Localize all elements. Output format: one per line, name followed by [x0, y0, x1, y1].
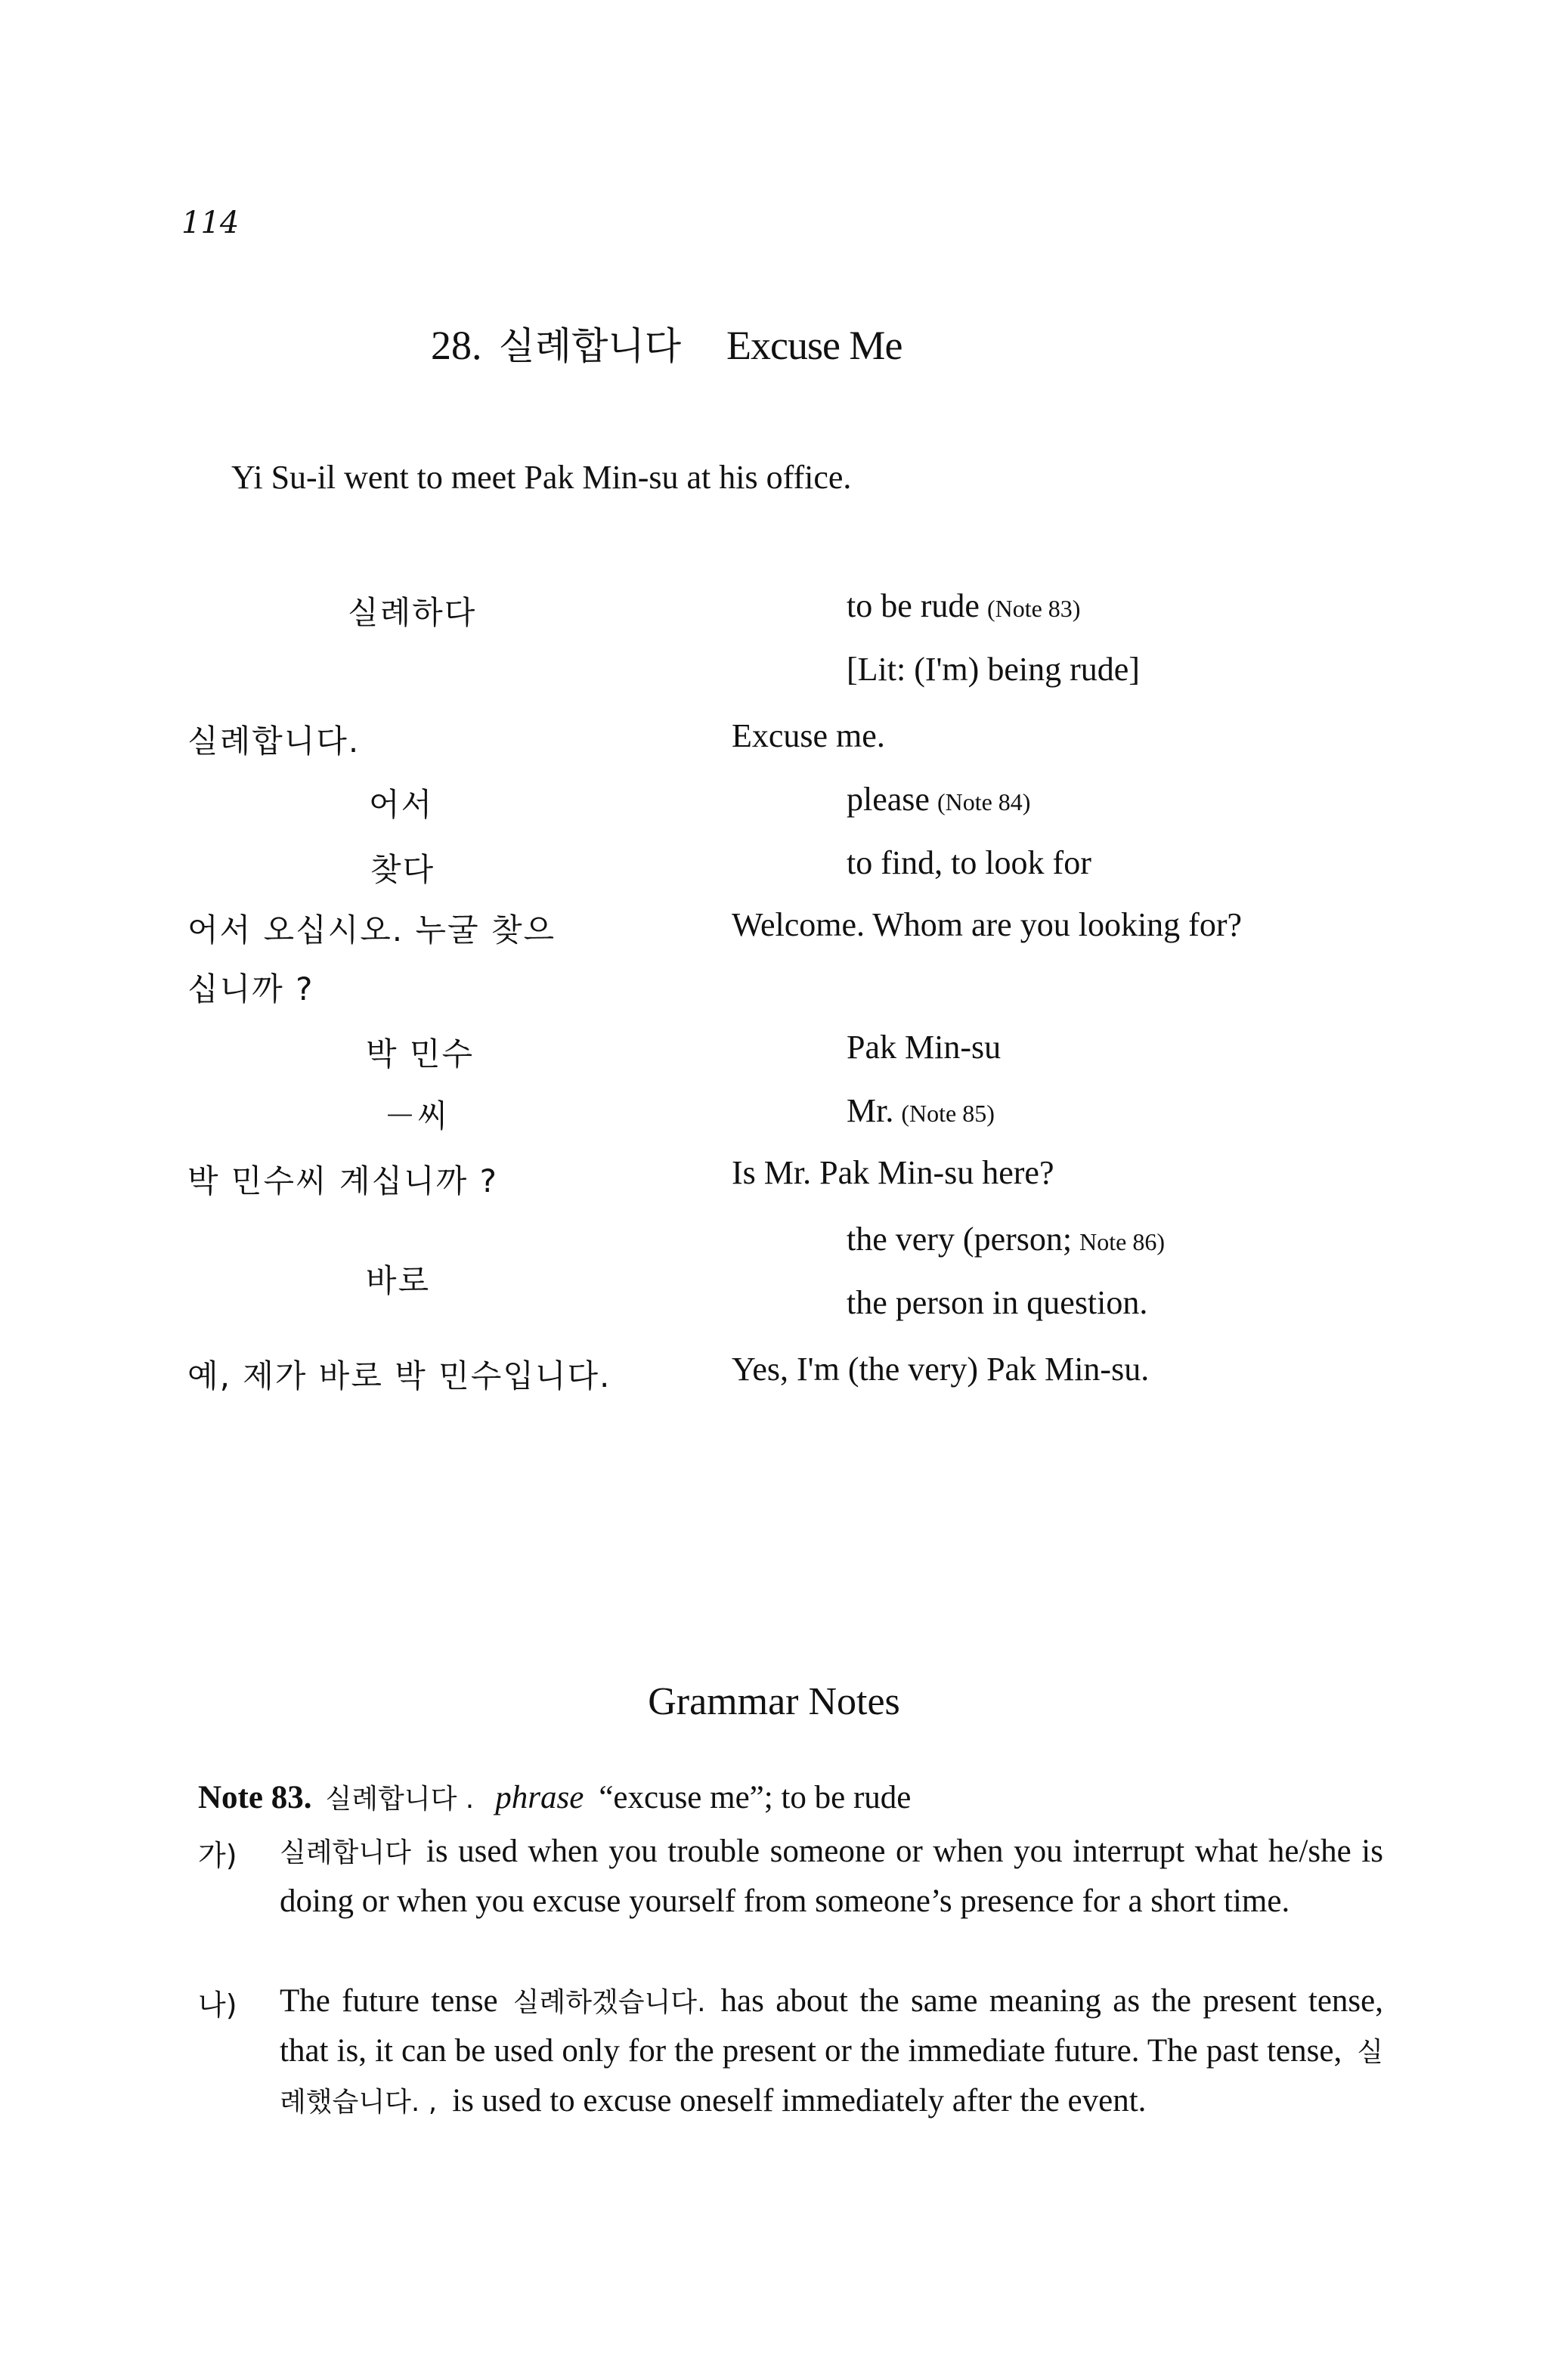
vocab-english: Excuse me. — [732, 717, 885, 754]
vocab-english: the person in question. — [847, 1284, 1148, 1321]
vocab-english: the very (person; Note 86) — [847, 1221, 1165, 1258]
lesson-title — [431, 316, 902, 370]
note-83-header — [198, 1778, 911, 1816]
vocab-english: Pak Min-su — [847, 1029, 1002, 1066]
vocab-english: to find, to look for — [847, 844, 1091, 881]
grammar-notes-heading: Grammar Notes — [648, 1680, 900, 1723]
vocab-korean: 어서 — [369, 786, 434, 823]
note-korean: 실례합니다 . — [325, 1784, 475, 1815]
vocab-korean: 박 민수 — [366, 1035, 475, 1072]
vocab-english: Mr. (Note 85) — [847, 1092, 995, 1129]
intro-sentence: Yi Su-il went to meet Pak Min-su at his office. — [231, 459, 852, 496]
vocab-korean: 어서 오십시오. 누굴 찾으 — [187, 911, 556, 949]
note-item-text: is used when you trouble someone or when you interrupt what he/she is doing or when you excuse yourself from someone’s presence for a short time. — [280, 1834, 1383, 1919]
note-description: “excuse me”; to be rude — [599, 1780, 912, 1815]
vocab-korean: 실례하다 — [348, 594, 477, 631]
vocab-korean: －씨 — [384, 1097, 450, 1134]
vocab-english: to be rude (Note 83) — [847, 587, 1081, 624]
note-item-text: has about the same meaning as the present tense, that is, it can be used only for the present or the immediate future. The past tense, — [280, 1983, 1383, 2069]
lesson-title-korean: 실례합니다 — [498, 324, 681, 368]
vocab-english: Yes, I'm (the very) Pak Min-su. — [732, 1351, 1150, 1388]
lesson-number: 28. — [431, 323, 482, 368]
vocab-english: please (Note 84) — [847, 781, 1031, 818]
vocab-english: Is Mr. Pak Min-su here? — [732, 1154, 1054, 1191]
note-phrase: phrase — [495, 1780, 584, 1815]
note-item-text: is used to excuse oneself immediately after the event. — [452, 2083, 1147, 2118]
note-item-korean: 실례했습니다. , — [280, 2037, 1383, 2118]
lesson-title-english: Excuse Me — [726, 323, 902, 368]
vocab-korean: 박 민수씨 계십니까 ? — [187, 1162, 498, 1199]
note-item-korean: 실례하겠습니다. — [512, 1987, 706, 2018]
vocab-english: Welcome. Whom are you looking for? — [732, 906, 1242, 943]
vocab-english: [Lit: (I'm) being rude] — [847, 651, 1140, 688]
page-number: 114 — [181, 206, 240, 240]
note-item-paragraph — [280, 1977, 1383, 2127]
note-item-marker: 나) — [198, 1988, 237, 2022]
vocab-korean: 찾다 — [370, 851, 435, 888]
note-label: Note 83. — [198, 1780, 312, 1815]
note-item-text: The future tense — [280, 1983, 498, 2019]
vocab-korean: 십니까 ? — [187, 970, 314, 1007]
vocab-korean: 예, 제가 바로 박 민수입니다. — [187, 1357, 611, 1394]
note-item-marker: 가) — [198, 1839, 237, 1872]
vocab-korean: 바로 — [366, 1262, 431, 1299]
note-item-korean: 실례합니다 — [280, 1837, 411, 1868]
vocab-korean: 실례합니다. — [187, 723, 361, 760]
note-item-paragraph — [280, 1828, 1383, 1926]
